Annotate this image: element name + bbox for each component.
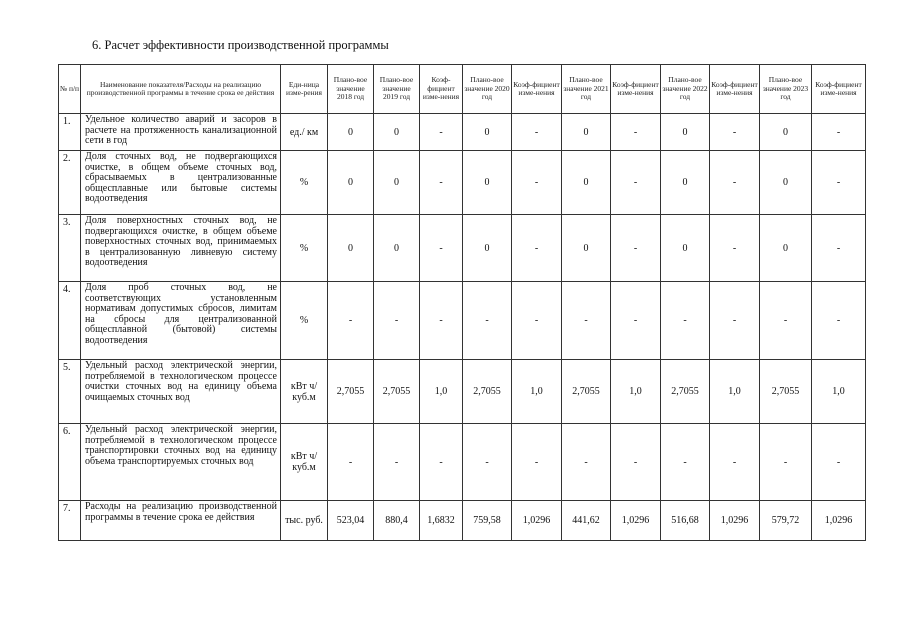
value-cell: - (760, 282, 812, 360)
header-cell-coef-2021: Коэф-фициент изме-нения (611, 65, 661, 114)
value-cell: 880,4 (374, 501, 420, 541)
value-cell: - (710, 151, 760, 215)
value-cell: 0 (562, 114, 611, 151)
value-cell: - (812, 114, 866, 151)
header-cell-plan-2022: Плано-вое значение 2022 год (661, 65, 710, 114)
value-cell: 516,68 (661, 501, 710, 541)
value-cell: 441,62 (562, 501, 611, 541)
header-cell-num: № п/п (59, 65, 81, 114)
value-cell: 0 (562, 215, 611, 282)
value-cell: 0 (374, 114, 420, 151)
indicator-name-cell: Удельный расход электрической энергии, потребляемой в технологическом процессе очистки сточных вод на единицу объема очищаемых сточных вод (81, 360, 281, 424)
value-cell: - (512, 282, 562, 360)
header-cell-plan-2020: Плано-вое значение 2020 год (463, 65, 512, 114)
table-body (59, 114, 866, 541)
value-cell: - (328, 424, 374, 501)
value-cell: - (463, 424, 512, 501)
header-row (59, 65, 866, 114)
unit-cell: тыс. руб. (281, 501, 328, 541)
value-cell: - (710, 282, 760, 360)
value-cell: 0 (562, 151, 611, 215)
value-cell: - (374, 424, 420, 501)
row-number-cell: 2. (59, 151, 81, 215)
value-cell: - (611, 424, 661, 501)
header-cell-plan-2023: Плано-вое значение 2023 год (760, 65, 812, 114)
value-cell: - (420, 151, 463, 215)
efficiency-table (58, 64, 866, 541)
value-cell: - (611, 151, 661, 215)
value-cell: - (512, 151, 562, 215)
header-cell-plan-2019: Плано-вое значение 2019 год (374, 65, 420, 114)
value-cell: 0 (760, 114, 812, 151)
value-cell: - (463, 282, 512, 360)
header-cell-coef-2022: Коэф-фициент изме-нения (710, 65, 760, 114)
value-cell: 0 (328, 215, 374, 282)
value-cell: 1,0296 (812, 501, 866, 541)
value-cell: - (812, 215, 866, 282)
value-cell: - (611, 282, 661, 360)
value-cell: - (661, 282, 710, 360)
unit-cell: % (281, 215, 328, 282)
indicator-name-cell: Удельное количество аварий и засоров в расчете на протяженность канализационной сети в год (81, 114, 281, 151)
value-cell: 0 (661, 151, 710, 215)
value-cell: 1,0 (420, 360, 463, 424)
header-cell-name: Наименование показателя/Расходы на реализацию производственной программы в течение срока ее действия (81, 65, 281, 114)
value-cell: - (562, 424, 611, 501)
value-cell: - (562, 282, 611, 360)
section-title: 6. Расчет эффективности производственной программы (92, 38, 389, 52)
value-cell: 0 (328, 114, 374, 151)
table-row (59, 360, 866, 424)
row-number-cell: 7. (59, 501, 81, 541)
row-number-cell: 1. (59, 114, 81, 151)
value-cell: - (420, 215, 463, 282)
header-cell-coef-2019: Коэф-фициент изме-нения (420, 65, 463, 114)
value-cell: - (812, 424, 866, 501)
value-cell: 0 (661, 215, 710, 282)
value-cell: - (611, 215, 661, 282)
unit-cell: кВт ч/куб.м (281, 424, 328, 501)
value-cell: 1,6832 (420, 501, 463, 541)
value-cell: - (420, 114, 463, 151)
value-cell: - (328, 282, 374, 360)
value-cell: 0 (463, 151, 512, 215)
value-cell: 2,7055 (463, 360, 512, 424)
value-cell: 0 (463, 215, 512, 282)
value-cell: 2,7055 (661, 360, 710, 424)
value-cell: 523,04 (328, 501, 374, 541)
value-cell: 0 (463, 114, 512, 151)
table-row (59, 151, 866, 215)
value-cell: 2,7055 (374, 360, 420, 424)
unit-cell: ед./ км (281, 114, 328, 151)
header-cell-unit: Еди-ница изме-рения (281, 65, 328, 114)
value-cell: 1,0296 (512, 501, 562, 541)
table-row (59, 424, 866, 501)
value-cell: - (710, 215, 760, 282)
value-cell: 2,7055 (562, 360, 611, 424)
header-cell-plan-2018: Плано-вое значение 2018 год (328, 65, 374, 114)
table-row (59, 282, 866, 360)
value-cell: 579,72 (760, 501, 812, 541)
value-cell: 0 (661, 114, 710, 151)
value-cell: - (611, 114, 661, 151)
value-cell: 0 (374, 151, 420, 215)
value-cell: 0 (760, 215, 812, 282)
indicator-name-cell: Расходы на реализацию производственной программы в течение срока ее действия (81, 501, 281, 541)
value-cell: - (512, 424, 562, 501)
value-cell: 1,0 (611, 360, 661, 424)
value-cell: 2,7055 (760, 360, 812, 424)
unit-cell: % (281, 151, 328, 215)
value-cell: - (512, 114, 562, 151)
value-cell: 1,0 (512, 360, 562, 424)
unit-cell: % (281, 282, 328, 360)
header-cell-plan-2021: Плано-вое значение 2021 год (562, 65, 611, 114)
value-cell: - (420, 424, 463, 501)
value-cell: - (812, 282, 866, 360)
unit-cell: кВт ч/куб.м (281, 360, 328, 424)
value-cell: 1,0 (812, 360, 866, 424)
value-cell: - (812, 151, 866, 215)
indicator-name-cell: Доля проб сточных вод, не соответствующих установленным нормативам допустимых сбросов, лимитам на сбросы для централизованной общесплавной (бытовой) системы водоотведения (81, 282, 281, 360)
value-cell: 0 (760, 151, 812, 215)
value-cell: 1,0296 (710, 501, 760, 541)
row-number-cell: 5. (59, 360, 81, 424)
value-cell: - (661, 424, 710, 501)
value-cell: 759,58 (463, 501, 512, 541)
table-row (59, 501, 866, 541)
table-row (59, 215, 866, 282)
header-cell-coef-2023: Коэф-фициент изме-нения (812, 65, 866, 114)
value-cell: - (374, 282, 420, 360)
indicator-name-cell: Удельный расход электрической энергии, потребляемой в технологическом процессе транспортировки сточных вод на единицу объема транспортируемых сточных вод (81, 424, 281, 501)
value-cell: 0 (374, 215, 420, 282)
value-cell: 1,0296 (611, 501, 661, 541)
value-cell: - (512, 215, 562, 282)
value-cell: - (420, 282, 463, 360)
table-row (59, 114, 866, 151)
value-cell: - (710, 424, 760, 501)
indicator-name-cell: Доля сточных вод, не подвергающихся очистке, в общем объеме сточных вод, сбрасываемых в централизованные общесплавные или бытовые системы водоотведения (81, 151, 281, 215)
row-number-cell: 6. (59, 424, 81, 501)
row-number-cell: 4. (59, 282, 81, 360)
row-number-cell: 3. (59, 215, 81, 282)
value-cell: - (760, 424, 812, 501)
value-cell: 2,7055 (328, 360, 374, 424)
value-cell: 1,0 (710, 360, 760, 424)
indicator-name-cell: Доля поверхностных сточных вод, не подвергающихся очистке, в общем объеме поверхностных сточных вод, принимаемых в централизованную ливневую систему водоотведения (81, 215, 281, 282)
header-cell-coef-2020: Коэф-фициент изме-нения (512, 65, 562, 114)
value-cell: 0 (328, 151, 374, 215)
value-cell: - (710, 114, 760, 151)
